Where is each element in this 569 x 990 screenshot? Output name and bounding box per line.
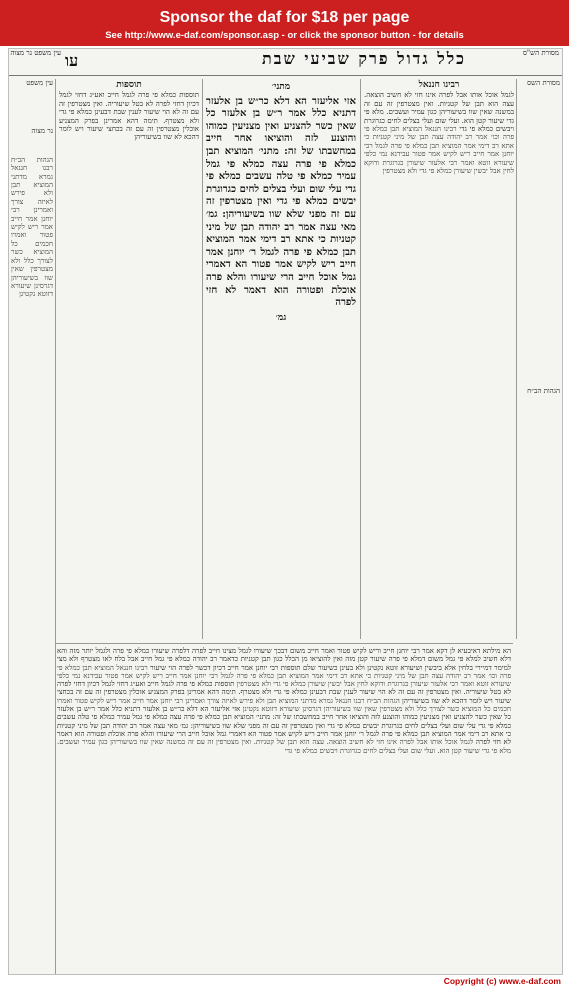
- margin-note-left-1: עין משפט: [26, 79, 53, 87]
- divider-bottom-section: [55, 643, 513, 644]
- left-commentary-text: הגהות הב״ח רבנו חננאל גמרא מדתני המוציא תבן ולא פירש לאיזה צורך ואמרינן רבי יוחנן אמר חייב אמר ריש לקיש פטור ואמרו חכמים כל המוציא כשר לצורך כלל ולא מצטרפין שאין שוו בשיעוריהן דגרסינן שיעורא דזוטא נקטינן: [11, 155, 53, 299]
- gemara-heading: מתני׳: [271, 82, 291, 92]
- sponsor-banner[interactable]: [0, 0, 569, 46]
- divider-rashi: [360, 79, 361, 639]
- divider-left-margin: [55, 79, 56, 975]
- bottom-commentary: [57, 647, 511, 967]
- bottom-right-continued: לגמל אוכל אותו אבל לפרה אינו חזי לא חשיב הוצאה. עצה הוא תבן של קטניות. ואין מצטרפין זה עם זה במשנה שאין שוו בשיעוריהן כגון עמיר ועשבים. מלא פי גדי שיעור קטן הוא. ועלי שום ועלי בצלים לחים כגרוגרת ויבשים כמלא פי גדי: [57, 738, 511, 755]
- bottom-left-continued: הגהות הב״ח רבנו חננאל גמרא מדתני המוציא תבן ולא פירש לאיזה צורך ואמרינן רבי יוחנן אמר חייב אמר ריש לקיש פטור ואמרו חכמים כל המוציא כשר לצורך כלל ולא מצטרפין שאין שוו בשיעוריהן דגרסינן שיעורא דזוטא נקטינן: [57, 696, 511, 714]
- gemara-text: אזי אליעזר הא דלא כר״ש בן אלעזר דתניא כלל אמר ר״ש בן אלעזר כל שאין כשר להצניע ואין מצניעין כמוהו והוצנע לזה והוציאו אחר חייב במחשבתו של זה: מתני׳ המוציא תבן כמלא פי פרה עצה כמלא פי גמל עמיר כמלא פי טלה עשבים כמלא פי גדי עלי שום ועלי בצלים לחים כגרוגרת יבשים כמלא פי גדי ואין מצטרפין זה עם זה מפני שלא שוו בשיעוריהן: גמ׳ מאי עצה אמר רב יהודה תבן של מיני קטניות כי אתא רב דימי אמר המוציא תבן כמלא פי פרה לגמל ר׳ יוחנן אמר חייב ריש לקיש אמר פטור הא דאמרי גמל אוכל חייב הרי שיעורו והלא פרה אוכלת ופטורה הוא דאמר לא חזי לפרה: [206, 95, 356, 309]
- page-number: עו: [65, 51, 79, 70]
- sponsor-subtitle[interactable]: See http://www.e-daf.com/sponsor.asp - or click the sponsor button - for details: [105, 30, 464, 41]
- rashi-column: [364, 79, 514, 639]
- tosafot-text: תוספות כמלא פי פרה לגמל חייב ואע״ג דחזי לגמל דכיון דחזי לפרה לא בטל שיעוריה. ואין מצטרפין זה עם זה לא הוי שיעור לענין שבת דבעינן כמלא פי גדי ולא מצטרף. תימה דהא אמרינן בפרק המצניע אוכלין מצטרפין זה עם זה בכחצי שיעור ויש לומר דהכא לא שוו בשיעוריהן: [59, 91, 199, 142]
- left-margin-column: [11, 79, 53, 969]
- gemara-column: [206, 79, 356, 639]
- bottom-tosafot-continued: תוספות כמלא פי פרה לגמל חייב ואע״ג דחזי לגמל דכיון דחזי לפרה לא בטל שיעוריה. ואין מצטרפין זה עם זה לא הוי שיעור לענין שבת דבעינן כמלא פי גדי ולא מצטרף. תימה דהא אמרינן בפרק המצניע אוכלין מצטרפין זה עם זה בכחצי שיעור ויש לומר דהכא לא שוו בשיעוריהן: [57, 680, 511, 705]
- header-rule: [9, 75, 562, 76]
- right-commentary-text: לגמל אוכל אותו אבל לפרה אינו חזי לא חשיב הוצאה. עצה הוא תבן של קטניות. ואין מצטרפין זה עם זה במשנה שאין שוו בשיעוריהן כגון עמיר ועשבים. מלא פי גדי שיעור קטן הוא. ועלי שום ועלי בצלים לחים כגרוגרת ויבשים כמלא פי גדי: [364, 91, 514, 134]
- tosafot-heading: תוספות: [116, 80, 142, 90]
- margin-note-right-2: הגהות הב״ח: [527, 387, 560, 396]
- rashi-heading: רבינו חננאל: [418, 80, 460, 90]
- page-header: [9, 49, 562, 75]
- margin-note-right-1: מסורת השס: [527, 79, 560, 87]
- bottom-commentary-text: הא מילתא דאיבעיא לן דקא אמר רבי יוחנן חייב וריש לקיש פטור ואמר חייב משום דבכך שיעורו לגמל מצינו חייב לפרה דלפרה שיעורו כמלא פי פרה ולגמל יותר מזה והא דלא חשיב למלא פי גמל משום דמלא פי פרה שיעור קטן מזה ואין להוציאו מן הכלל כגון תבן קטניות כדאמר רב יהודה כמלא פי גמל חייב אבל בלח לאו מצטרף ולא מצי למימר דמיירי בלחין אלא ביבשין ושיעורא זוטא נקטינן ולא בעינן כשיעור שלם תוספות רבי יוחנן אמר חייב דכיון דכשר לפרה הוי שיעור: [57, 647, 511, 672]
- sponsor-title: Sponsor the daf for $18 per page: [159, 9, 410, 26]
- mesorah-label: מסורת הש"ס: [522, 49, 559, 57]
- copyright-link[interactable]: Copyright (c) www.e-daf.com: [443, 976, 561, 986]
- divider-gemara: [202, 79, 203, 639]
- margin-note-left-2: נר מצוה: [31, 127, 53, 136]
- divider-right-margin: [516, 79, 517, 639]
- gemara-heading-2: גמ׳: [275, 312, 287, 323]
- running-title: כלל גדול פרק שביעי שבת: [261, 49, 466, 68]
- bottom-commentary-continued: רבינו חננאל המוציא תבן כמלא פי פרה וכו׳ אמר רב יהודה עצה תבן של מיני קטניות כי אתא רב דימי אמר המוציא תבן כמלא פי פרה לגמל רבי יוחנן אמר חייב ריש לקיש אמר פטור עבידנא נמי כלפי שיעורא זוטא ואמר רבי אלעזר שיעורן כגרוגרת ודוקא לחין אבל יבשין שיעורן כמלא פי גדי ולא מצטרפין: [57, 663, 511, 689]
- bottom-gemara-continued: אזי אליעזר הא דלא כר״ש בן אלעזר דתניא כלל אמר ר״ש בן אלעזר כל שאין כשר להצניע ואין מצניעין כמוהו והוצנע לזה והוציאו אחר חייב במחשבתו של זה: מתני׳ המוציא תבן כמלא פי פרה עצה כמלא פי גמל עמיר כמלא פי טלה עשבים כמלא פי גדי עלי שום ועלי בצלים לחים כגרוגרת יבשים כמלא פי גדי ואין מצטרפין זה עם זה מפני שלא שוו בשיעוריהן: גמ׳ מאי עצה אמר רב יהודה תבן של מיני קטניות כי אתא רב דימי אמר המוציא תבן כמלא פי פרה לגמל ר׳ יוחנן אמר חייב ריש לקיש אמר פטור הא דאמרי גמל אוכל חייב הרי שיעורו והלא פרה אוכלת ופטורה הוא דאמר לא חזי לפרה: [57, 705, 511, 747]
- rashi-text: רבינו חננאל המוציא תבן כמלא פי פרה וכו׳ אמר רב יהודה עצה תבן של מיני קטניות כי אתא רב דימי אמר המוציא תבן כמלא פי פרה לגמל רבי יוחנן אמר חייב ריש לקיש אמר פטור עבידנא נמי כלפי שיעורא זוטא ואמר רבי אלעזר שיעורן כגרוגרת ודוקא לחין אבל יבשין שיעורן כמלא פי גדי ולא מצטרפין: [364, 125, 514, 176]
- tosafot-column: [59, 79, 199, 639]
- right-margin-column: [520, 79, 560, 639]
- ein-mishpat-label: עין משפט נר מצוה: [10, 49, 61, 57]
- talmud-page: [8, 48, 563, 975]
